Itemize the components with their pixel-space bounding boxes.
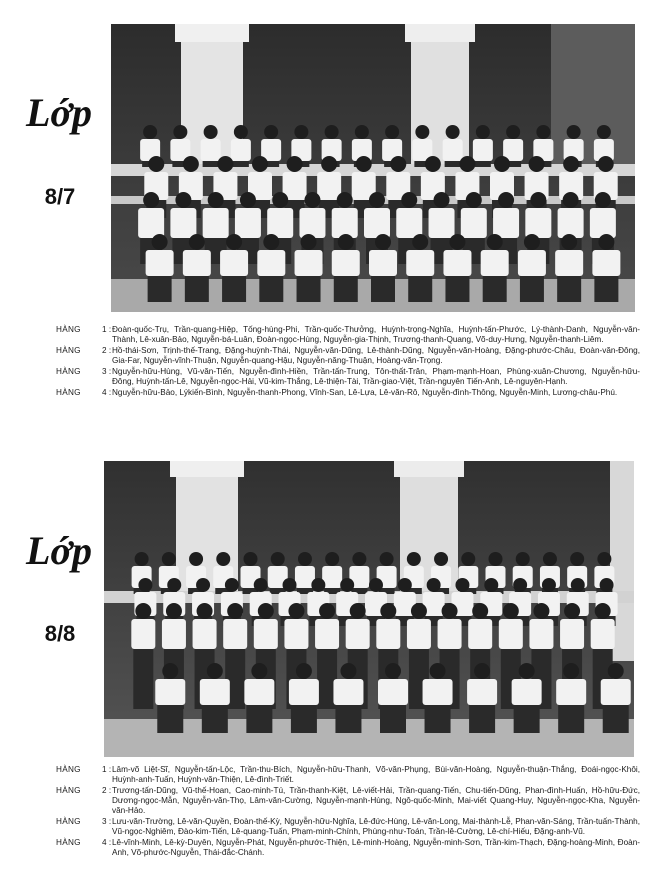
student-figure-head <box>196 578 210 592</box>
student-figure-head <box>254 578 268 592</box>
student-rows <box>56 765 640 859</box>
student-figure-head <box>570 552 584 566</box>
student-figure-shirt <box>315 619 339 649</box>
class-heading-number: 8/8 <box>44 621 76 646</box>
student-figure-head <box>595 603 611 619</box>
student-figure-shirt <box>407 619 431 649</box>
student-figure-shirt <box>529 619 553 649</box>
row-number: 3 : <box>102 367 112 376</box>
row-names: Đoàn-quốc-Trụ, Trần-quang-Hiệp, Tống-hùng-Phi, Trần-quốc-Thưởng, Huỳnh-trọng-Nghĩa, Huỳnh-tấn-Phước, Lý-thành-Danh, Nguyễn-văn-Thành, Lê-xuân-Bảo, Nguyễn-bá-Luân, Đoàn-ngọc-Hùng, Nguyễn-gia-Thịnh, Trương-thanh-Quang, Võ-duy-Hưng, Nguyễn-thanh-Liêm. <box>112 325 640 344</box>
student-figure-shirt <box>299 208 325 238</box>
student-figure-head <box>543 552 557 566</box>
student-figure-shirt <box>429 208 455 238</box>
student-figure-head <box>407 552 421 566</box>
student-figure-head <box>369 192 385 208</box>
student-rows <box>56 325 640 399</box>
student-figure-shirt <box>155 679 185 705</box>
student-figure-head <box>217 156 233 172</box>
student-figure-legs <box>335 705 361 733</box>
student-figure-legs <box>133 649 153 709</box>
student-figure-shirt <box>467 679 497 705</box>
student-figure-head <box>380 603 396 619</box>
student-figure-head <box>234 125 248 139</box>
student-figure-head <box>208 192 224 208</box>
student-figure-head <box>561 234 577 250</box>
student-figure-head <box>337 192 353 208</box>
student-figure-head <box>304 192 320 208</box>
row-label: HÀNG <box>56 325 81 334</box>
student-figure-shirt <box>201 139 221 161</box>
student-figure-head <box>608 663 624 679</box>
student-figure-shirt <box>267 208 293 238</box>
student-figure-shirt <box>592 250 620 276</box>
student-figure-head <box>298 552 312 566</box>
student-figure-head <box>529 156 545 172</box>
student-figure-legs <box>603 705 629 733</box>
student-row <box>56 817 640 837</box>
student-figure-shirt <box>443 139 463 161</box>
student-figure-head <box>412 234 428 250</box>
student-figure-head <box>240 192 256 208</box>
student-figure-shirt <box>203 208 229 238</box>
student-figure-shirt <box>560 619 584 649</box>
student-figure-head <box>434 192 450 208</box>
student-row <box>56 367 640 387</box>
student-figure-legs <box>380 705 406 733</box>
student-figure-head <box>340 663 356 679</box>
student-figure-head <box>536 125 550 139</box>
student-figure-head <box>143 192 159 208</box>
row-number: 1 : <box>102 325 112 334</box>
row-names: Hồ-thái-Sơn, Trịnh-thế-Trang, Đặng-huỳnh-Thái, Nguyễn-văn-Dũng, Lê-thành-Dũng, Nguyễn-văn-Hoàng, Đặng-phước-Châu, Đoàn-văn-Đông, Gia-Far, Nguyễn-vĩnh-Thuận, Nguyễn-quang-Hậu, Nguyễn-năng-Thuận, Hoàng-văn-Trọng. <box>112 346 640 365</box>
student-figure-shirt <box>591 619 615 649</box>
student-figure-head <box>264 125 278 139</box>
row-number: 2 : <box>102 786 112 795</box>
row-names: Lê-vĩnh-Minh, Lê-kỳ-Duyên, Nguyễn-Phát, Nguyễn-phước-Thiện, Lê-minh-Hoàng, Nguyễn-minh-Sơn, Trần-kim-Thạch, Đặng-hoàng-Minh, Đoàn-Anh, Võ-phước-Nguyễn, Thái-đắc-Chánh. <box>112 838 640 857</box>
student-figure-head <box>598 156 614 172</box>
student-figure-shirt <box>200 679 230 705</box>
student-figure-shirt <box>423 679 453 705</box>
student-figure-head <box>567 125 581 139</box>
student-figure-head <box>325 125 339 139</box>
student-figure-head <box>516 552 530 566</box>
student-row <box>56 786 640 816</box>
student-figure-head <box>571 578 585 592</box>
student-figure-legs <box>520 276 544 302</box>
student-figure-legs <box>259 276 283 302</box>
student-figure-head <box>524 234 540 250</box>
student-figure-shirt <box>220 250 248 276</box>
student-figure-shirt <box>244 679 274 705</box>
student-figure-head <box>375 234 391 250</box>
student-figure-legs <box>185 276 209 302</box>
row-label: HÀNG <box>56 817 81 826</box>
student-figure-shirt <box>556 679 586 705</box>
row-names: Nguyễn-hữu-Hùng, Vũ-văn-Tiến, Nguyễn-đình-Hiền, Trần-tấn-Trung, Tôn-thất-Trân, Phạm-mạnh-Hoan, Phùng-xuân-Chương, Nguyễn-hữu-Đông, Huỳnh-tấn-Lê, Nguyễn-ngọc-Hải, Vũ-kim-Thắng, Lê-thiện-Tài, Trần-giao-Việt, Trần-nguyên Tiến-Anh, Lê-nguyên-Hạnh. <box>112 367 640 386</box>
student-figure-head <box>135 552 149 566</box>
student-figure-shirt <box>317 172 341 200</box>
student-figure-head <box>563 663 579 679</box>
student-row <box>56 388 640 398</box>
student-figure-head <box>204 125 218 139</box>
row-label: HÀNG <box>56 367 81 376</box>
student-figure-head <box>294 125 308 139</box>
student-figure-legs <box>203 161 219 167</box>
student-figure-head <box>272 192 288 208</box>
student-figure-head <box>442 603 458 619</box>
student-figure-head <box>385 663 401 679</box>
student-figure-head <box>321 156 337 172</box>
student-figure-head <box>487 234 503 250</box>
student-figure-shirt <box>461 208 487 238</box>
student-figure-head <box>207 663 223 679</box>
student-figure-head <box>459 156 475 172</box>
student-figure-head <box>466 192 482 208</box>
student-figure-shirt <box>518 250 546 276</box>
student-figure-head <box>476 125 490 139</box>
student-figure-shirt <box>162 619 186 649</box>
row-label: HÀNG <box>56 388 81 397</box>
student-figure-shirt <box>438 619 462 649</box>
student-figure-legs <box>557 276 581 302</box>
student-figure-head <box>311 578 325 592</box>
student-figure-head <box>369 578 383 592</box>
student-figure-head <box>484 578 498 592</box>
student-figure-head <box>287 156 303 172</box>
student-figure-head <box>474 663 490 679</box>
student-figure-head <box>173 125 187 139</box>
student-figure-head <box>356 156 372 172</box>
student-figure-head <box>251 663 267 679</box>
row-names: Nguyễn-hữu-Bảo, Lýkiến-Bình, Nguyễn-thanh-Phong, Vĩnh-San, Lê-Lựa, Lê-văn-Rô, Nguyễn-đình-Thông, Nguyễn-Minh, Lương-châu-Phú. <box>112 388 618 397</box>
student-figure-head <box>143 125 157 139</box>
student-figure-head <box>597 552 611 566</box>
class-heading-word: Lớp <box>26 528 92 573</box>
student-figure-head <box>461 552 475 566</box>
student-figure-shirt <box>555 250 583 276</box>
student-figure-head <box>148 156 164 172</box>
student-figure-head <box>183 156 199 172</box>
student-row <box>56 765 640 785</box>
student-figure-head <box>355 125 369 139</box>
class-photo-8-8 <box>104 461 634 757</box>
student-figure-head <box>301 234 317 250</box>
student-figure-legs <box>425 705 451 733</box>
row-number: 2 : <box>102 346 112 355</box>
student-figure-legs <box>297 276 321 302</box>
student-figure-head <box>283 578 297 592</box>
student-figure-head <box>380 552 394 566</box>
class-photo-8-7 <box>111 24 635 312</box>
student-figure-head <box>138 578 152 592</box>
student-figure-legs <box>148 276 172 302</box>
student-figure-legs <box>222 276 246 302</box>
student-figure-head <box>494 156 510 172</box>
student-figure-legs <box>334 276 358 302</box>
student-figure-head <box>263 234 279 250</box>
student-figure-head <box>563 156 579 172</box>
student-figure-shirt <box>468 619 492 649</box>
student-figure-shirt <box>378 679 408 705</box>
student-figure-legs <box>291 705 317 733</box>
student-figure-shirt <box>396 208 422 238</box>
student-figure-head <box>325 552 339 566</box>
student-figure-legs <box>157 705 183 733</box>
student-figure-shirt <box>369 250 397 276</box>
student-figure-legs <box>514 705 540 733</box>
student-figure-legs <box>483 276 507 302</box>
student-figure-head <box>225 578 239 592</box>
row-label: HÀNG <box>56 765 81 774</box>
student-figure-head <box>197 603 213 619</box>
row-label: HÀNG <box>56 838 81 847</box>
student-figure-head <box>135 603 151 619</box>
student-figure-shirt <box>332 208 358 238</box>
student-figure-shirt <box>376 619 400 649</box>
student-figure-head <box>598 234 614 250</box>
student-figure-shirt <box>170 208 196 238</box>
student-figure-shirt <box>481 250 509 276</box>
student-figure-shirt <box>525 208 551 238</box>
student-figure-head <box>530 192 546 208</box>
student-figure-head <box>449 234 465 250</box>
student-figure-head <box>401 192 417 208</box>
student-figure-shirt <box>223 619 247 649</box>
student-figure-head <box>271 552 285 566</box>
class-heading-word: Lớp <box>26 90 92 135</box>
student-figure-head <box>398 578 412 592</box>
student-figure-shirt <box>443 250 471 276</box>
student-figure-shirt <box>364 208 390 238</box>
student-figure-legs <box>233 161 249 167</box>
student-figure-head <box>519 663 535 679</box>
student-figure-shirt <box>295 250 323 276</box>
student-figure-shirt <box>406 250 434 276</box>
student-figure-head <box>411 603 427 619</box>
student-figure-head <box>352 552 366 566</box>
row-number: 4 : <box>102 388 112 397</box>
student-figure-head <box>385 125 399 139</box>
student-figure-shirt <box>257 250 285 276</box>
student-figure-head <box>162 552 176 566</box>
student-figure-head <box>167 578 181 592</box>
student-figure-shirt <box>235 208 261 238</box>
student-figure-head <box>430 663 446 679</box>
student-row <box>56 325 640 345</box>
class-section-8-8 <box>0 455 660 891</box>
student-figure-head <box>472 603 488 619</box>
student-figure-head <box>563 192 579 208</box>
student-figure-legs <box>558 705 584 733</box>
student-figure-head <box>597 125 611 139</box>
student-figure-legs <box>469 705 495 733</box>
student-figure-legs <box>445 161 461 167</box>
student-figure-head <box>288 603 304 619</box>
row-names: Trương-tấn-Dũng, Vũ-thế-Hoan, Cao-minh-Tú, Trần-thanh-Kiệt, Lê-viết-Hải, Trần-quang-Tiến, Chu-tiến-Dũng, Phan-đình-Huấn, Hồ-hữu-Đức, Dương-ngọc-Mẫn, Nguyễn-văn-Thọ, Lâm-văn-Cường, Nguyễn-mạnh-Hùng, Ngô-quốc-Minh, Mai-viết Quang-Huy, Nguyễn-ngọc-Kha, Nguyễn-văn-Hảo. <box>112 786 640 815</box>
student-figure-head <box>189 552 203 566</box>
student-figure-head <box>340 578 354 592</box>
student-figure-head <box>506 125 520 139</box>
student-figure-head <box>595 192 611 208</box>
student-figure-head <box>513 578 527 592</box>
student-row <box>56 346 640 366</box>
student-figure-shirt <box>231 139 251 161</box>
student-figure-head <box>216 552 230 566</box>
student-figure-head <box>152 234 168 250</box>
student-figure-head <box>258 603 274 619</box>
student-figure-shirt <box>473 139 493 161</box>
student-figure-head <box>162 663 178 679</box>
student-figure-shirt <box>131 619 155 649</box>
student-figure-legs <box>246 705 272 733</box>
student-figure-shirt <box>332 250 360 276</box>
student-figure-legs <box>445 276 469 302</box>
student-figure-head <box>175 192 191 208</box>
student-figure-head <box>166 603 182 619</box>
student-figure-head <box>489 552 503 566</box>
student-figure-head <box>503 603 519 619</box>
student-row <box>56 838 640 858</box>
row-names: Lâm-võ Liệt-Sĩ, Nguyễn-tấn-Lộc, Trần-thu-Bích, Nguyễn-hữu-Thanh, Võ-văn-Phụng, Bùi-văn-Hoàng, Nguyễn-thuận-Thắng, Đoái-ngọc-Khôi, Huỳnh-anh-Tuấn, Huỳnh-văn-Thiện, Lê-đình-Triết. <box>112 765 640 784</box>
student-figure-head <box>226 234 242 250</box>
student-figure-legs <box>202 705 228 733</box>
student-figure-shirt <box>183 250 211 276</box>
student-figure-shirt <box>499 619 523 649</box>
student-figure-head <box>434 552 448 566</box>
student-figure-head <box>542 578 556 592</box>
student-figure-shirt <box>493 208 519 238</box>
row-number: 4 : <box>102 838 112 847</box>
student-figure-head <box>350 603 366 619</box>
student-figure-shirt <box>558 208 584 238</box>
student-figure-shirt <box>138 208 164 238</box>
student-figure-head <box>427 578 441 592</box>
row-label: HÀNG <box>56 346 81 355</box>
student-figure-shirt <box>590 208 616 238</box>
student-figure-shirt <box>333 679 363 705</box>
student-figure-head <box>415 125 429 139</box>
student-figure-shirt <box>146 250 174 276</box>
student-figure-shirt <box>346 619 370 649</box>
student-figure-shirt <box>512 679 542 705</box>
student-figure-head <box>390 156 406 172</box>
student-figure-shirt <box>193 619 217 649</box>
student-figure-legs <box>371 276 395 302</box>
student-figure-head <box>227 603 243 619</box>
student-figure-shirt <box>289 679 319 705</box>
student-figure-head <box>319 603 335 619</box>
student-figure-head <box>446 125 460 139</box>
student-figure-head <box>296 663 312 679</box>
student-figure-head <box>425 156 441 172</box>
row-number: 3 : <box>102 817 112 826</box>
student-figure-shirt <box>284 619 308 649</box>
student-figure-shirt <box>601 679 631 705</box>
class-heading-number: 8/7 <box>44 184 76 209</box>
row-names: Lưu-văn-Trường, Lê-văn-Quyền, Đoàn-thế-Kỳ, Nguyễn-hữu-Nghĩa, Lê-đức-Hùng, Lê-văn-Long, Mai-thành-Lễ, Phan-văn-Sáng, Trần-tuấn-Thành, Vũ-ngọc-Nghiêm, Đào-kim-Tiến, Lê-quang-Tuấn, Phạm-minh-Chính, Phùng-như-Toán, Trần-lê-Cường, Lê-chí-Hiếu, Đặng-anh-Vũ. <box>112 817 640 836</box>
row-label: HÀNG <box>56 786 81 795</box>
student-figure-legs <box>408 276 432 302</box>
student-figure-head <box>564 603 580 619</box>
student-figure-head <box>338 234 354 250</box>
student-figure-head <box>600 578 614 592</box>
student-figure-legs <box>594 276 618 302</box>
student-figure-legs <box>475 161 491 167</box>
student-figure-head <box>498 192 514 208</box>
student-figure-head <box>455 578 469 592</box>
student-figure-head <box>189 234 205 250</box>
student-figure-head <box>533 603 549 619</box>
row-number: 1 : <box>102 765 112 774</box>
student-figure-shirt <box>254 619 278 649</box>
student-figure-head <box>252 156 268 172</box>
student-figure-head <box>244 552 258 566</box>
